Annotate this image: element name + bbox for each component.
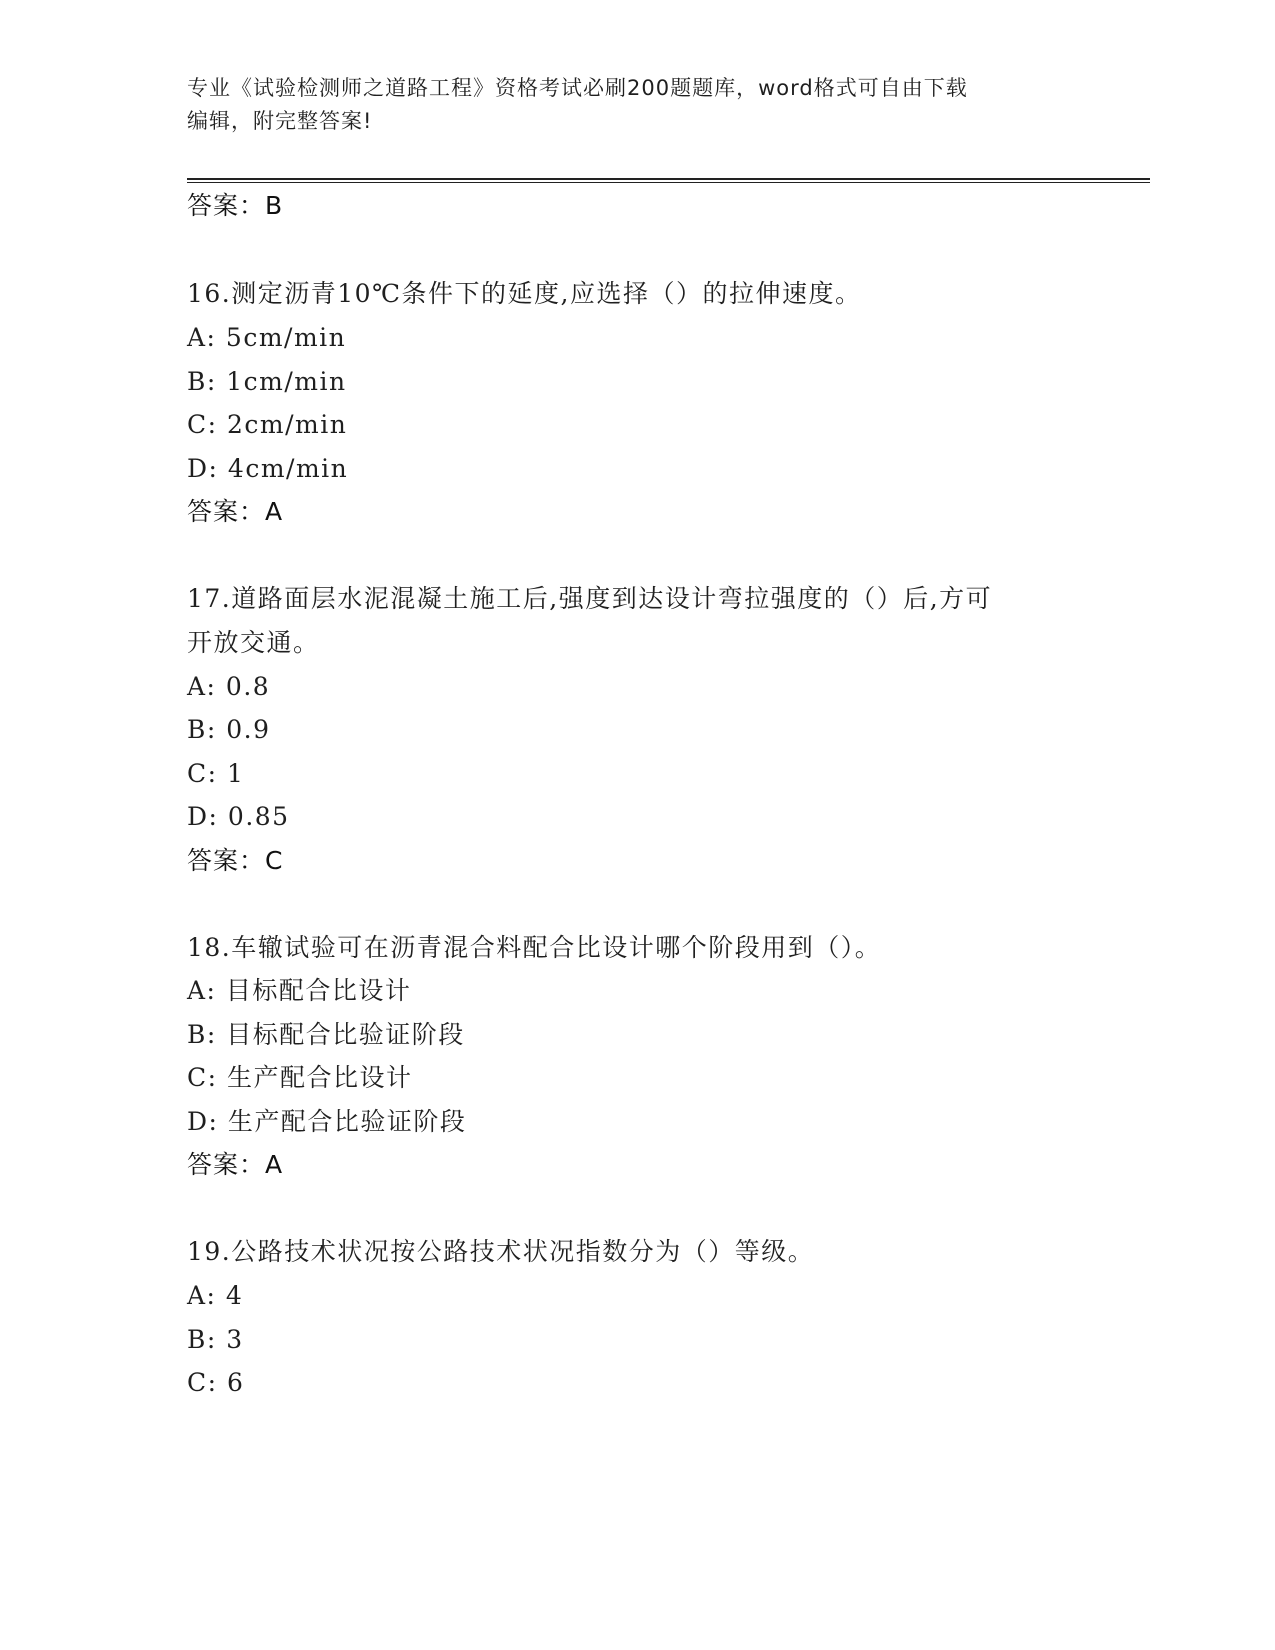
answer-16: 答案：A <box>187 497 284 526</box>
question-19-option-b: B: 3 <box>187 1325 244 1354</box>
question-17-stem-line-2: 开放交通。 <box>187 628 320 657</box>
question-17-option-c: C: 1 <box>187 759 245 788</box>
header-line-2: 编辑，附完整答案! <box>187 109 373 133</box>
question-16-option-c: C: 2cm/min <box>187 410 348 439</box>
question-16-option-b: B: 1cm/min <box>187 367 347 396</box>
question-19-stem: 19.公路技术状况按公路技术状况指数分为（）等级。 <box>187 1237 815 1266</box>
header-line-1: 专业《试验检测师之道路工程》资格考试必刷200题题库，word格式可自由下载 <box>187 76 968 100</box>
question-17-stem-line-1: 17.道路面层水泥混凝土施工后,强度到达设计弯拉强度的（）后,方可 <box>187 584 993 613</box>
answer-17: 答案：C <box>187 846 284 875</box>
question-17-option-d: D: 0.85 <box>187 802 290 831</box>
header-rule-thick <box>187 178 1150 180</box>
page-header <box>187 72 1087 138</box>
question-18-option-c: C: 生产配合比设计 <box>187 1063 413 1092</box>
answer-15: 答案：B <box>187 191 284 220</box>
question-16-option-d: D: 4cm/min <box>187 454 349 483</box>
question-19-option-a: A: 4 <box>187 1281 244 1310</box>
question-18-option-a: A: 目标配合比设计 <box>187 976 412 1005</box>
question-17-option-a: A: 0.8 <box>187 672 271 701</box>
question-16-stem: 16.测定沥青10℃条件下的延度,应选择（）的拉伸速度。 <box>187 279 862 308</box>
question-19-option-c: C: 6 <box>187 1368 245 1397</box>
question-16-option-a: A: 5cm/min <box>187 323 347 352</box>
question-18-option-b: B: 目标配合比验证阶段 <box>187 1020 465 1049</box>
answer-18: 答案：A <box>187 1150 284 1179</box>
header-rule-thin <box>187 182 1150 183</box>
question-18-option-d: D: 生产配合比验证阶段 <box>187 1107 467 1136</box>
question-18-stem: 18.车辙试验可在沥青混合料配合比设计哪个阶段用到（）。 <box>187 933 882 962</box>
question-17-option-b: B: 0.9 <box>187 715 271 744</box>
